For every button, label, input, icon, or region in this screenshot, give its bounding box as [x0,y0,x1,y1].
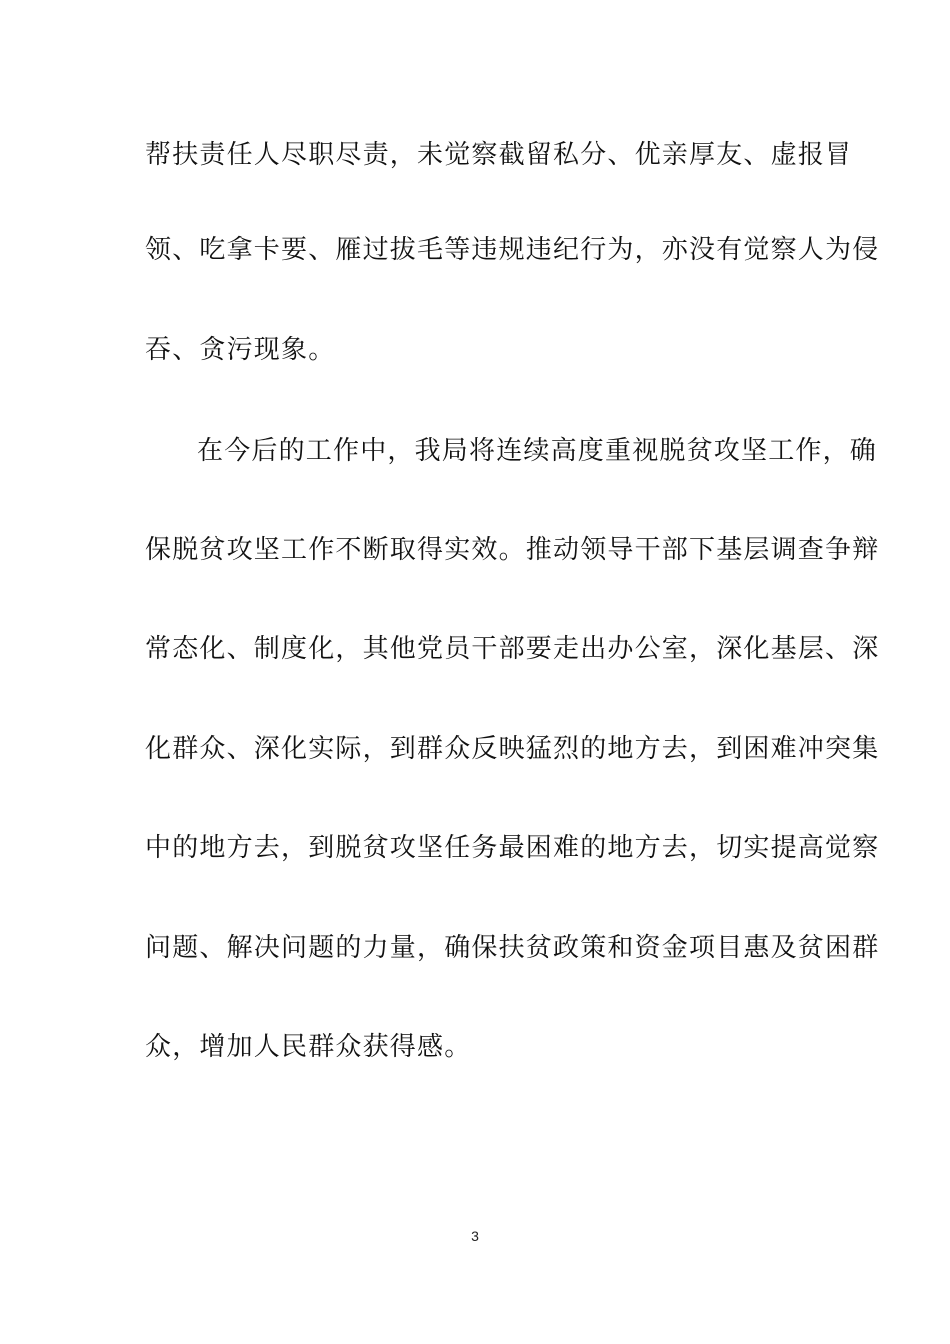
paragraph-1-line-2: 领、吃拿卡要、雁过拔毛等违规违纪行为，亦没有觉察人为侵 [145,235,880,265]
paragraph-2-line-6: 问题、解决问题的力量，确保扶贫政策和资金项目惠及贫困群 [145,933,880,963]
paragraph-2-line-7: 众，增加人民群众获得感。 [145,1032,472,1062]
paragraph-2-line-5: 中的地方去，到脱贫攻坚任务最困难的地方去，切实提高觉察 [145,833,880,863]
paragraph-1-line-3: 吞、贪污现象。 [145,335,336,365]
paragraph-1-line-1: 帮扶责任人尽职尽责，未觉察截留私分、优亲厚友、虚报冒 [145,140,853,170]
paragraph-2-line-4: 化群众、深化实际，到群众反映猛烈的地方去，到困难冲突集 [145,734,880,764]
paragraph-2-line-1: 在今后的工作中，我局将连续高度重视脱贫攻坚工作，确 [197,436,878,466]
page-number: 3 [471,1228,479,1244]
paragraph-2-line-2: 保脱贫攻坚工作不断取得实效。推动领导干部下基层调查争辩 [145,535,880,565]
paragraph-2-line-3: 常态化、制度化，其他党员干部要走出办公室，深化基层、深 [145,634,880,664]
